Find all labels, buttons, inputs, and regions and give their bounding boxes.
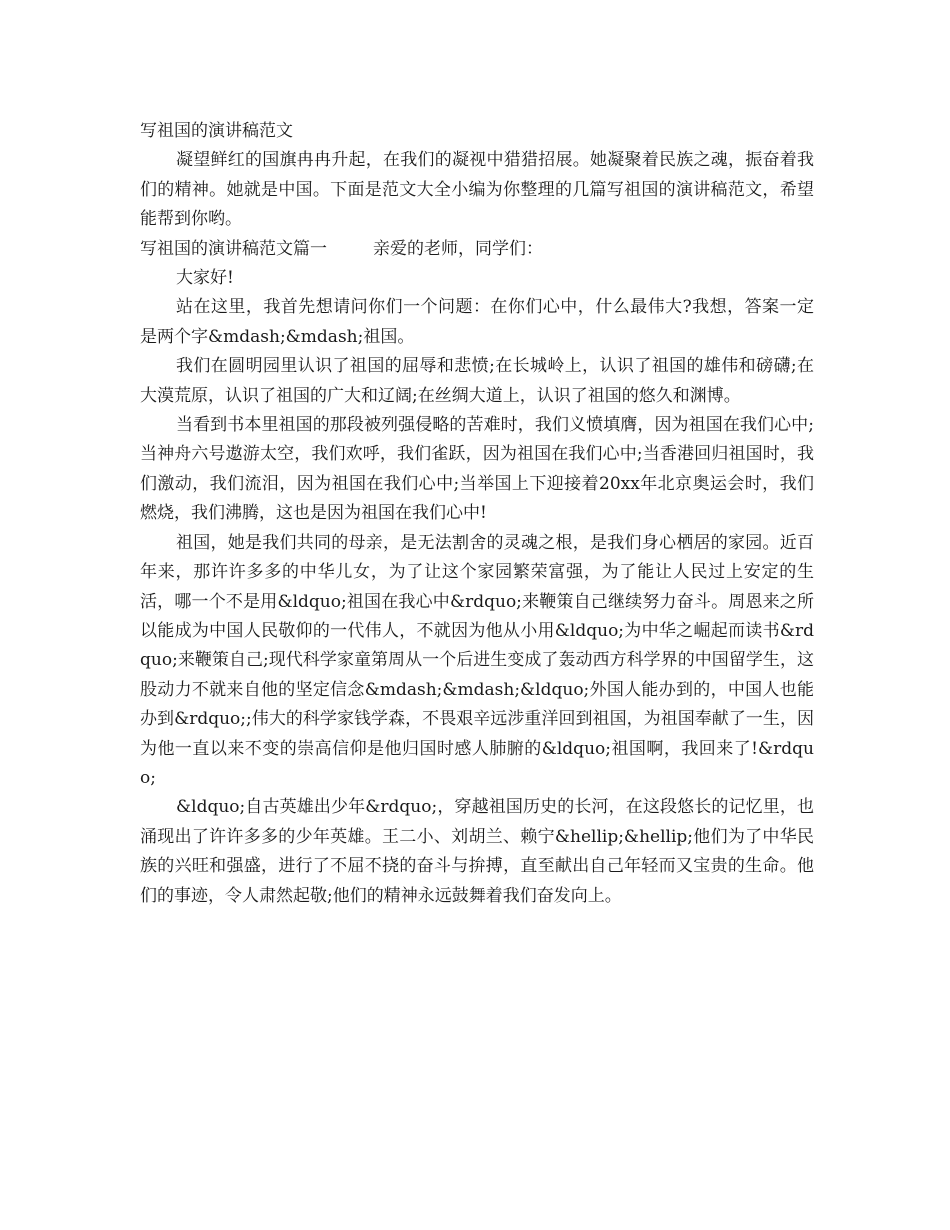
- paragraph-events: 当看到书本里祖国的那段被列强侵略的苦难时，我们义愤填膺，因为祖国在我们心中;当神舟六号遨游太空，我们欢呼，我们雀跃，因为祖国在我们心中;当香港回归祖国时，我们激动，我们流泪，因为祖国在我们心中;当举国上下迎接着20xx年北京奥运会时，我们燃烧，我们沸腾，这也是因为祖国在我们心中!: [140, 415, 814, 524]
- paragraph-young-heroes: &ldquo;自古英雄出少年&rdquo;，穿越祖国历史的长河，在这段悠长的记忆里，也涌现出了许许多多的少年英雄。王二小、刘胡兰、赖宁&hellip;&hellip;他们为了中华民族的兴旺和强盛，进行了不屈不挠的奋斗与拚搏，直至献出自己年轻而又宝贵的生命。他们的事迹，令人肃然起敬;他们的精神永远鼓舞着我们奋发向上。: [140, 797, 814, 906]
- intro-paragraph: 凝望鲜红的国旗冉冉升起，在我们的凝视中猎猎招展。她凝聚着民族之魂，振奋着我们的精神。她就是中国。下面是范文大全小编为你整理的几篇写祖国的演讲稿范文，希望能帮到你哟。: [140, 150, 814, 230]
- document-title: 写祖国的演讲稿范文: [140, 121, 293, 141]
- paragraph-question: 站在这里，我首先想请问你们一个问题：在你们心中，什么最伟大?我想，答案一定是两个字&mdash;&mdash;祖国。: [140, 297, 814, 347]
- section-heading: 写祖国的演讲稿范文篇一: [140, 238, 327, 259]
- section-heading-row: [140, 235, 814, 264]
- salutation: 亲爱的老师，同学们：: [373, 238, 543, 259]
- paragraph-greeting: 大家好!: [176, 268, 234, 289]
- paragraph-motherland: 祖国，她是我们共同的母亲，是无法割舍的灵魂之根，是我们身心栖居的家园。近百年来，那许许多多的中华儿女，为了让这个家园繁荣富强，为了能让人民过上安定的生活，哪一个不是用&ldquo;祖国在我心中&rdquo;来鞭策自己继续努力奋斗。周恩来之所以能成为中国人民敬仰的一代伟人，不就因为他从小用&ldquo;为中华之崛起而读书&rdquo;来鞭策自己;现代科学家童第周从一个后进生变成了轰动西方科学界的中国留学生，这股动力不就来自他的坚定信念&mdash;&mdash;&ldquo;外国人能办到的，中国人也能办到&rdquo;;伟大的科学家钱学森，不畏艰辛远涉重洋回到祖国，为祖国奉献了一生，因为他一直以来不变的崇高信仰是他归国时感人肺腑的&ldquo;祖国啊，我回来了!&rdquo;: [140, 532, 814, 788]
- document-body: [140, 117, 814, 911]
- paragraph-places: 我们在圆明园里认识了祖国的屈辱和悲愤;在长城岭上，认识了祖国的雄伟和磅礴;在大漠荒原，认识了祖国的广大和辽阔;在丝绸大道上，认识了祖国的悠久和渊博。: [140, 356, 814, 406]
